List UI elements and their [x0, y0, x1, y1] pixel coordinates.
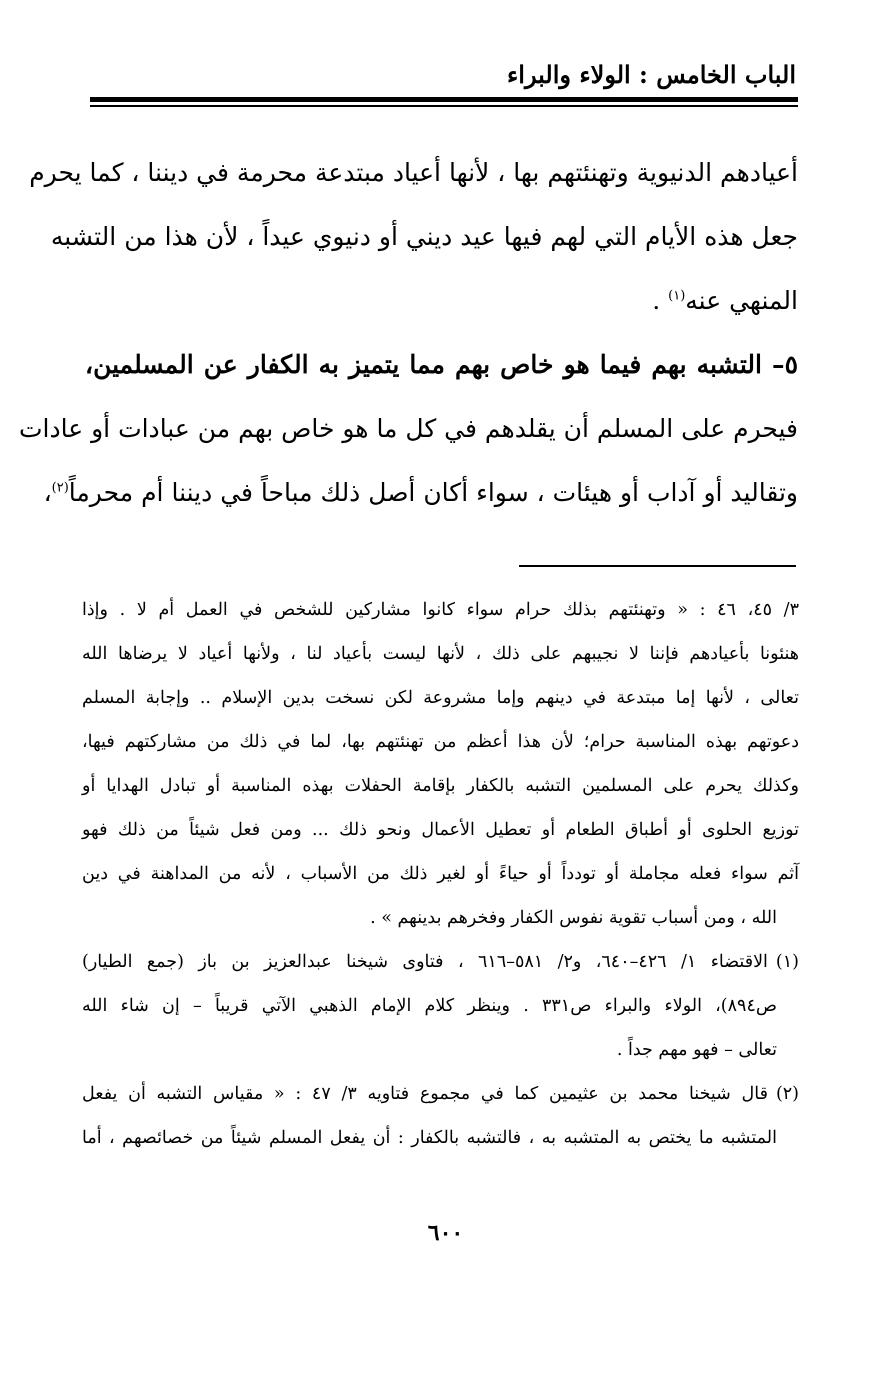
section-heading-line: ٥– التشبه بهم فيما هو خاص بهم مما يتميز به الكفار عن المسلمين، — [85, 350, 798, 379]
footnote-2-marker: (٢) — [775, 1084, 799, 1104]
body-line-text: المنهي عنه — [685, 286, 798, 315]
footnote-line: تعالى – فهو مهم جداً . — [616, 1040, 777, 1060]
punctuation: . — [652, 286, 669, 315]
running-header: الباب الخامس : الولاء والبراء — [506, 60, 796, 89]
body-line: أعيادهم الدنيوية وتهنئتهم بها ، لأنها أعياد مبتدعة محرمة في ديننا ، كما يحرم — [29, 158, 798, 187]
footnote-line: ص٨٩٤)، الولاء والبراء ص٣٣١ . وينظر كلام الإمام الذهبي الآتي قريباً – إن شاء الله — [82, 996, 778, 1016]
footnote-line: هنئونا بأعيادهم فإننا لا نجيبهم على ذلك ، لأنها ليست بأعياد لنا ، ولأنها أعياد لا يرضاها الله — [82, 644, 799, 664]
footnote-2-first-line — [82, 1072, 799, 1116]
footnote-line: دعوتهم بهذه المناسبة حرام؛ لأن هذا أعظم من تهنئتهم بها، لما في ذلك من مشاركتهم فيها، — [82, 732, 799, 752]
punctuation: ، — [43, 478, 52, 507]
footnote-1-text: الاقتضاء ١/ ٤٢٦–٦٤٠، و٢/ ٥٨١–٦١٦ ، فتاوى شيخنا عبدالعزيز بن باز (جمع الطيار) — [82, 952, 768, 972]
footnote-1-first-line — [82, 940, 799, 984]
main-text — [19, 141, 798, 525]
footnote-line: وكذلك يحرم على المسلمين التشبه بالكفار بإقامة الحفلات بهذه المناسبة أو تبادل الهدايا أو — [82, 776, 799, 796]
footnote-line: آثم سواء فعله مجاملة أو تودداً أو حياءً أو لغير ذلك من الأسباب ، لأنه من المداهنة في دين — [82, 864, 799, 884]
body-line — [43, 461, 798, 525]
footnote-reference: (١) — [668, 288, 686, 304]
footnote-line: المتشبه ما يختص به المتشبه به ، فالتشبه بالكفار : أن يفعل المسلم شيئاً من خصائصهم ، أما — [82, 1128, 777, 1148]
footnote-line: ٣/ ٤٥، ٤٦ : « وتهنئتهم بذلك حرام سواء كانوا مشاركين للشخص في العمل أم لا . وإذا — [82, 600, 799, 620]
body-line — [85, 269, 798, 333]
footnote-1-marker: (١) — [775, 952, 799, 972]
body-line-text: وتقاليد أو آداب أو هيئات ، سواء أكان أصل ذلك مباحاً في ديننا أم محرماً — [68, 478, 798, 507]
header-rule-thick — [90, 97, 798, 102]
footnotes — [82, 588, 799, 1160]
footnote-line: توزيع الحلوى أو أطباق الطعام أو تعطيل الأعمال ونحو ذلك ... ومن فعل شيئاً من ذلك فهو — [82, 820, 799, 840]
body-line: فيحرم على المسلم أن يقلدهم في كل ما هو خاص بهم من عبادات أو عادات — [19, 414, 798, 443]
page-number: ٦٠٠ — [427, 1220, 464, 1246]
footnote-2-text: قال شيخنا محمد بن عثيمين كما في مجموع فتاويه ٣/ ٤٧ : « مقياس التشبه أن يفعل — [82, 1084, 768, 1104]
footnote-reference: (٢) — [51, 480, 69, 496]
footnote-separator — [519, 565, 796, 567]
footnote-line: تعالى ، لأنها إما مبتدعة في دينهم وإما مشروعة لكن نسخت بدين الإسلام .. وإجابة المسلم — [82, 688, 799, 708]
body-line: جعل هذه الأيام التي لهم فيها عيد ديني أو دنيوي عيداً ، لأن هذا من التشبه — [50, 222, 798, 251]
header-rule-thin — [90, 105, 798, 107]
footnote-line: الله ، ومن أسباب تقوية نفوس الكفار وفخرهم بدينهم » . — [370, 908, 777, 928]
